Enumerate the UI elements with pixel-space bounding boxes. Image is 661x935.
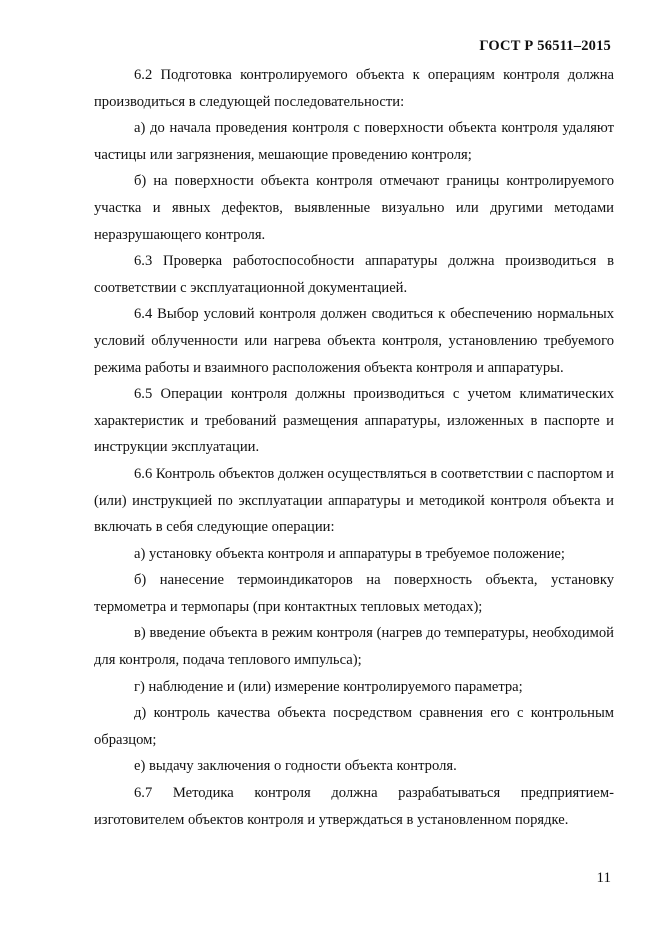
list-item-6-2-a: а) до начала проведения контроля с поверхности объекта контроля удаляют частицы или загрязнения, мешающие проведению контроля; — [94, 120, 614, 163]
paragraph-6-6: 6.6 Контроль объектов должен осуществляться в соответствии с паспортом и (или) инструкцией по эксплуатации аппаратуры и методикой контроля объекта и включать в себя следующие операции: — [94, 465, 614, 536]
list-item-6-6-b: б) нанесение термоиндикаторов на поверхность объекта, установку термометра и термопары (при контактных тепловых методах); — [94, 572, 614, 615]
paragraph-6-7: 6.7 Методика контроля должна разрабатываться предприятием-изготовителем объектов контроля и утверждаться в установленном порядке. — [94, 785, 614, 828]
list-item-6-6-d: д) контроль качества объекта посредством сравнения его с контрольным образцом; — [94, 705, 614, 748]
document-standard-id: ГОСТ Р 56511–2015 — [479, 38, 611, 54]
list-item-6-6-v: в) введение объекта в режим контроля (нагрев до температуры, необходимой для контроля, подача теплового импульса); — [94, 625, 614, 669]
list-item-6-2-b: б) на поверхности объекта контроля отмечают границы контролируемого участка и явных дефектов, выявленные визуально или другими методами неразрушающего контроля. — [94, 173, 614, 243]
page-number: 11 — [596, 870, 611, 886]
paragraph-6-3: 6.3 Проверка работоспособности аппаратуры должна производиться в соответствии с эксплуатационной документацией. — [94, 253, 614, 296]
list-item-6-6-g: г) наблюдение и (или) измерение контролируемого параметра; — [134, 678, 523, 695]
paragraph-6-2: 6.2 Подготовка контролируемого объекта к операциям контроля должна производиться в следующей последовательности: — [94, 67, 614, 110]
list-item-6-6-e: е) выдачу заключения о годности объекта контроля. — [134, 758, 457, 775]
paragraph-6-5: 6.5 Операции контроля должны производиться с учетом климатических характеристик и требований размещения аппаратуры, изложенных в паспорте и инструкции эксплуатации. — [94, 386, 614, 456]
list-item-6-6-a: а) установку объекта контроля и аппаратуры в требуемое положение; — [134, 545, 565, 562]
paragraph-6-4: 6.4 Выбор условий контроля должен сводиться к обеспечению нормальных условий облученности или нагрева объекта контроля, установлению требуемого режима работы и взаимного расположения объекта контроля и аппаратуры. — [94, 306, 614, 376]
document-body — [94, 62, 614, 833]
